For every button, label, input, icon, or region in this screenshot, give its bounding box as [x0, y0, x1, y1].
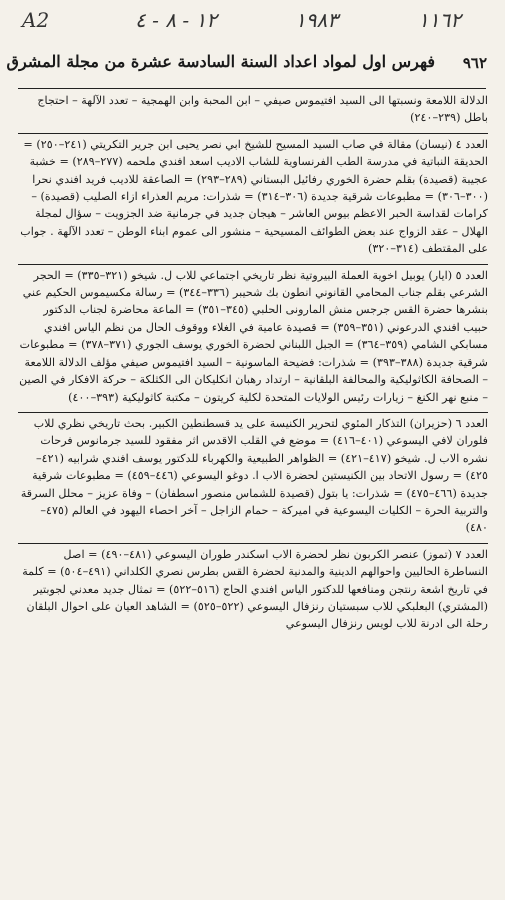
handwritten-date-mark: ١٢ - ٨ - ٤	[135, 8, 217, 32]
handwritten-mark-right: ١١٦٢	[418, 8, 461, 32]
issue-july: العدد ٧ (تموز) عنصر الكربون نظر لحضرة الاب اسكندر طوران اليسوعي (٤٨١–٤٩٠) = اصل النساطرة الحاليين واحوالهم الدينية والمدنية لحضرة القس بطرس نصري الكلداني (٤٩١–٥٠٤) = كلمة في تاريخ اشعة رنتجن ومنافعها للدكتور الياس افندي الحاج (٥١٦–٥٢٢) = تمثال جديد معدني لجوبتير (المشتري) البعلبكي للاب سبستيان رنزفال اليسوعي (٥٢٢–٥٢٥) = الشاهد العيان على احوال البلقان رحلة الى ادرنة للاب لويس رنزفال اليسوعي	[18, 543, 488, 633]
issue-june: العدد ٦ (حزيران) التذكار المئوي لتحرير الكنيسة على يد قسطنطين الكبير. بحث تاريخي نظري للاب فلوران لافي اليسوعي (٤٠١–٤١٦) = موضع في القلب الاقدس اثر مفقود للسيد جرمانوس فرحات نشره الاب ل. شيخو (٤١٧–٤٢١) = الظواهر الطبيعية والكهرباء للدكتور يوسف افندي شرابيه (٤٢١–٤٢٥) = رسول الاتحاد بين الكنيستين لحضرة الاب ا. دوغو اليسوعي (٤٤٦–٤٥٩) = مطبوعات شرقية جديدة (٤٦٦–٤٧٥) = شذرات: يا بتول (قصيدة للشماس منصور اسطفان) – وفاة عزيز – محلل السرقة والتربية الحرة – الكليات اليسوعية في اميركة – حمام الزاجل – آخر احصاء اليهود في العالم (٤٧٥–٤٨٠)	[18, 412, 488, 537]
page-number: ٩٦٢	[462, 54, 487, 72]
page-title: فهرس اول لمواد اعداد السنة السادسة عشرة من مجلة المشرق	[6, 52, 435, 71]
page-header	[0, 44, 505, 84]
issue-april: العدد ٤ (نيسان) مقالة في صاب السيد المسيح للشيخ ابي نصر يحيى ابن جرير التكريتي (٢٤١–٢٥٠) = الحديقة النباتية في مدرسة الطب الفرنساوية للشاب الاديب اسعد افندي ملحمه (٢٧٧–٢٨٩) = خشبة عجيبة (قصيدة) بقلم حضرة الخوري رفائيل البستاني (٢٨٩–٢٩٣) = الصاعقة للاديب فريد افندي نحرا (٣٠٠–٣٠٦) = مطبوعات شرقية جديدة (٣٠٦–٣١٤) = شذرات: مريم العذراء ازاء الصليب (قصيدة) – كرامات لقداسة الحبر الاعظم بيوس العاشر – هيجان جديد في جرمانية ضد الجزويت – سؤال لمجلة الهلال – عقد الزواج عند بعض الطوائف المسيحية – منشور الى عموم ابناء الوطن – تعدد الآلهة . جواب على المقتطف (٣١٤–٣٢٠)	[18, 133, 488, 258]
handwritten-annotations	[0, 0, 505, 40]
header-rule	[18, 88, 486, 89]
handwritten-mark-left: A2	[22, 8, 50, 32]
handwritten-year: ١٩٨٣	[295, 8, 338, 32]
index-paragraph: الدلالة اللامعة ونسبتها الى السيد افتيموس صيفي – ابن المحبة وابن الهمجية – تعدد الآلهة – احتجاج باطل (٢٣٩–٢٤٠)	[37, 94, 488, 125]
issue-may: العدد ٥ (ايار) يوبيل اخوية العملة البيروتية نظر تاريخي اجتماعي للاب ل. شيخو (٣٢١–٣٣٥) = الحجر الشرعي بقلم جناب المحامي القانوني انطون بك شحيبر (٣٣٦–٣٤٤) = رسالة مكسيموس الحكيم عني بنشرها حضرة القس جرجس منش المارونى الحلبي (٣٤٥–٣٥١) = الماعة محاضرة لجناب الدكتور حبيب افندي الدرعوني (٣٥١–٣٥٩) = قصيدة عامية في الغلاء ووقوف الحال من نظم الياس افندي مسابكي الشامي (٣٥٩–٣٦٤) = الجبل اللبناني لحضرة الخوري يوسف الجوري (٣٧١–٣٧٨) = مطبوعات شرقية جديدة (٣٨٨–٣٩٣) = شذرات: فضيحة الماسونية – السيد افتيموس صيفي مؤلف الدلالة اللامعة – الصحافة الكاثوليكية والمحالفة البلقانية – ارتداد رهبان انكليكان الى الكثلكة – حركة الافكار في الصين – منبع نهر الكنغ – زيارات رئيس الولايات المتحدة لكلية كريتون – مكتبة كاثوليكية (٣٩٣–٤٠٠)	[18, 264, 488, 406]
index-content	[18, 92, 488, 894]
